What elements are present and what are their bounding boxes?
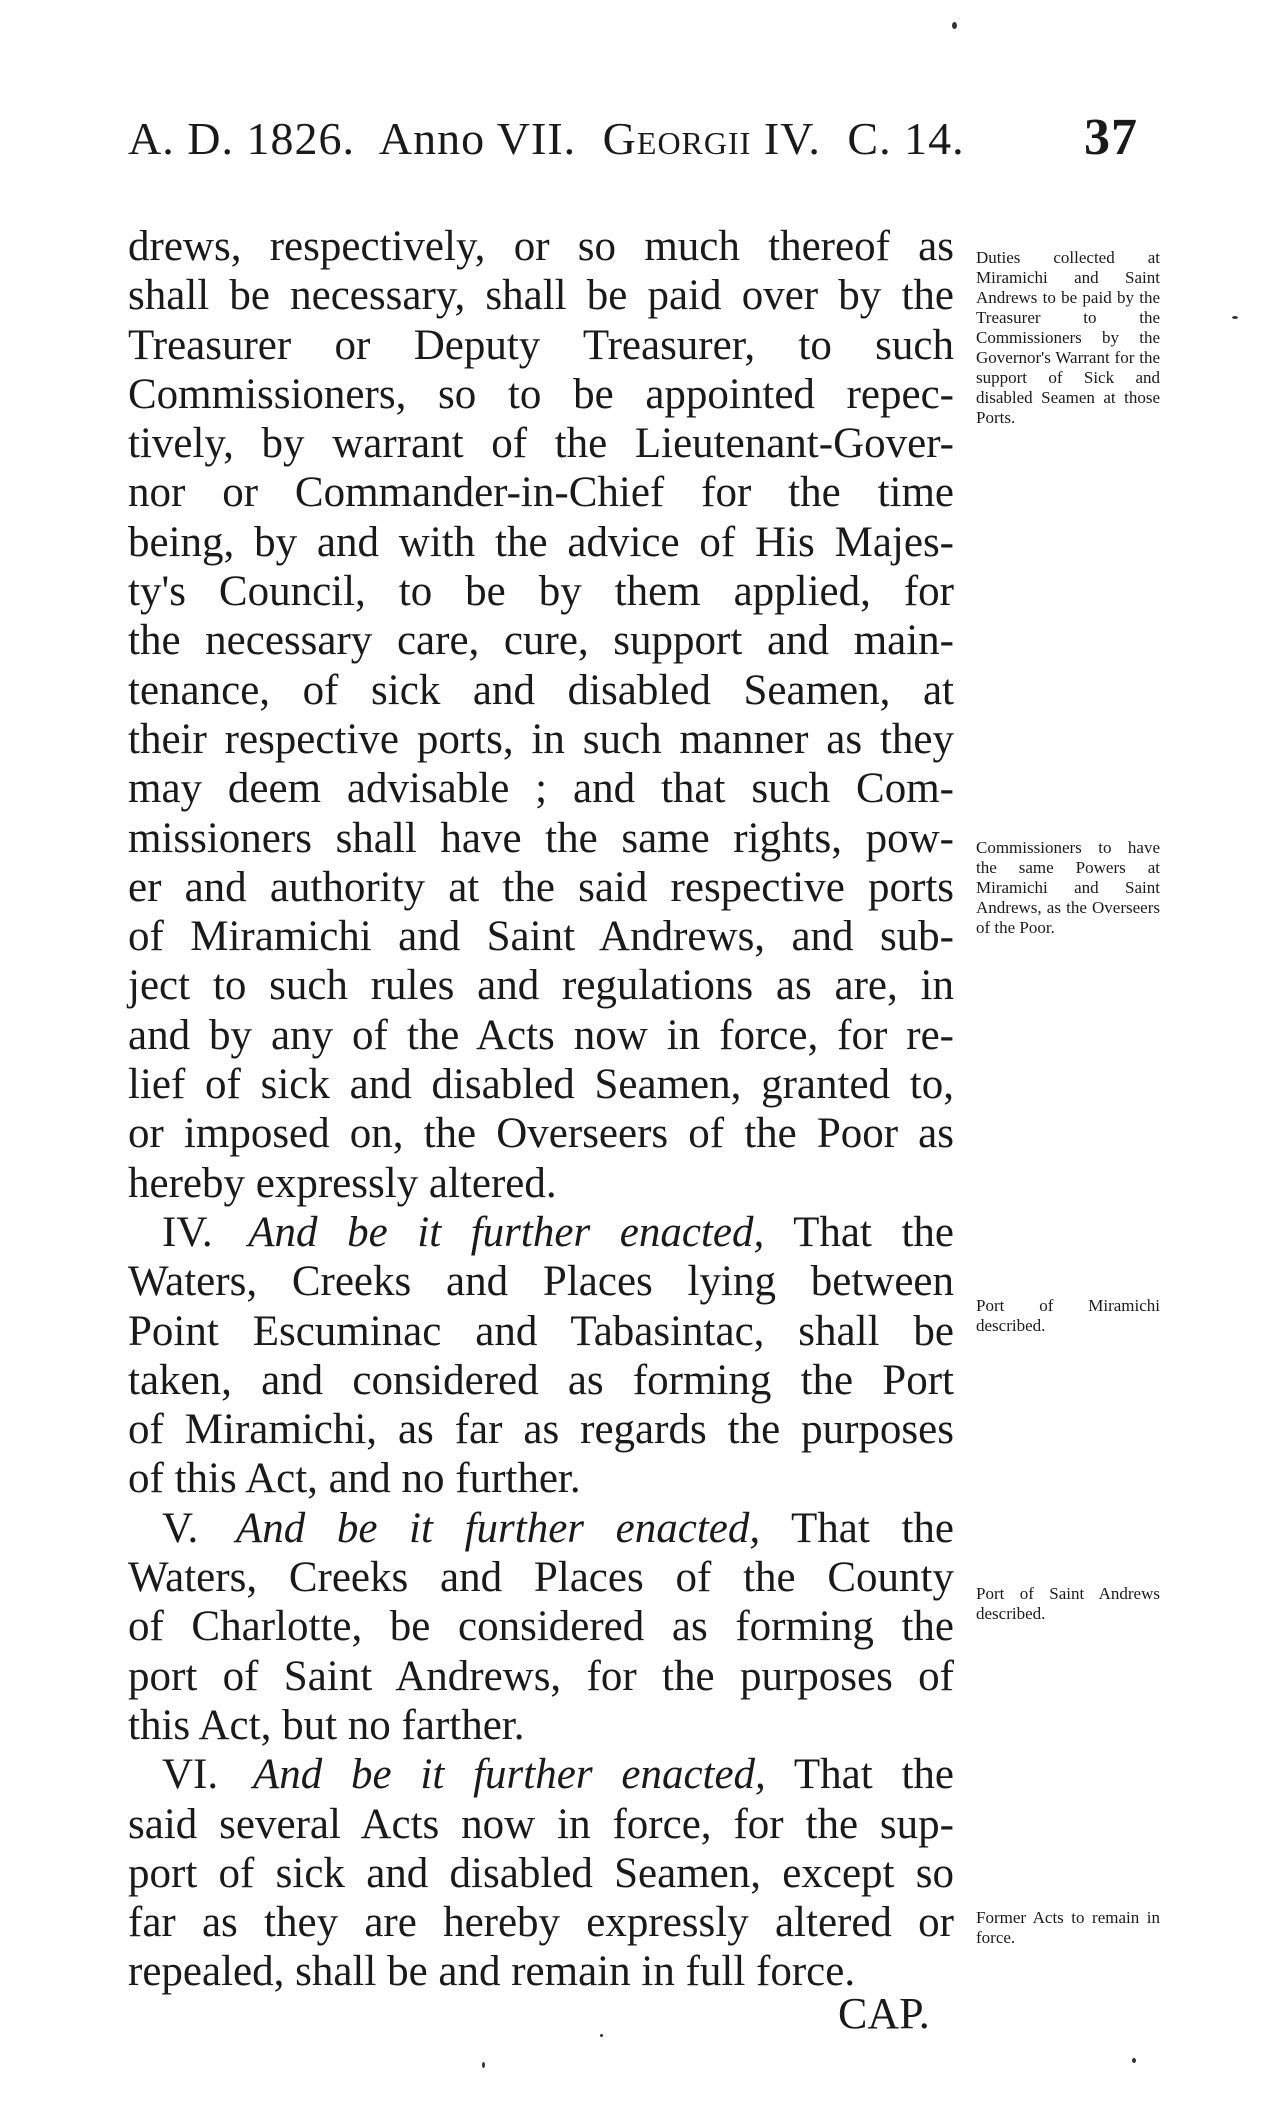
text-line: drews, respectively, or so much thereof as (128, 223, 954, 270)
text-line: this Act, but no farther. (128, 1701, 525, 1749)
margin-note-former-acts: Former Acts to remain in force. (976, 1908, 1160, 1947)
margin-note-duties: Duties collected at Miramichi and Saint Andrews to be paid by the Treasurer to the Commissioners by the Governor's Warrant for the support of Sick and disabled Seamen at those Ports. (976, 248, 1160, 427)
text-line: missioners shall have the same rights, pow- (128, 814, 954, 862)
margin-note-port-miramichi: Port of Miramichi described. (976, 1296, 1160, 1335)
text-line: Point Escuminac and Tabasintac, shall be (128, 1307, 954, 1355)
text-line: the necessary care, cure, support and main- (128, 617, 954, 665)
running-head (128, 109, 1138, 172)
text-line: lief of sick and disabled Seamen, granted to, (128, 1061, 954, 1109)
text-line: or imposed on, the Overseers of the Poor as (128, 1110, 954, 1158)
section-vi-heading (128, 1750, 954, 1799)
text-line: er and authority at the said respective ports (128, 863, 954, 911)
text-line: taken, and considered as forming the Port (128, 1356, 954, 1404)
section-iv-heading (128, 1208, 954, 1257)
running-head-anno: Anno VII. (378, 113, 577, 164)
text-line: their respective ports, in such manner as they (128, 715, 954, 763)
text-fragment: That the (793, 1751, 954, 1799)
text-line: and by any of the Acts now in force, for re- (128, 1011, 954, 1059)
section-v-heading (128, 1504, 954, 1553)
text-line: Waters, Creeks and Places lying between (128, 1258, 954, 1306)
text-line: tenance, of sick and disabled Seamen, at (128, 666, 954, 714)
margin-note-commissioners: Commissioners to have the same Powers at Miramichi and Saint Andrews, as the Overseers of the Poor. (976, 838, 1160, 937)
section-number: VI. (162, 1751, 219, 1799)
text-line: hereby expressly altered. (128, 1159, 557, 1207)
text-line: said several Acts now in force, for the sup- (128, 1800, 954, 1848)
running-head-reign: Georgii IV. (602, 113, 821, 164)
text-line: nor or Commander-in-Chief for the time (128, 469, 954, 517)
text-line: shall be necessary, shall be paid over by the (128, 272, 954, 320)
print-speck (482, 2062, 485, 2068)
running-head-chapter: C. 14. (847, 113, 965, 164)
text-line: far as they are hereby expressly altered or (128, 1899, 954, 1947)
enacting-clause: And be it further enacted, (235, 1504, 761, 1552)
text-line: Commissioners, so to be appointed repec- (128, 370, 954, 418)
text-line: Waters, Creeks and Places of the County (128, 1554, 954, 1602)
print-speck (1132, 2058, 1136, 2063)
print-speck (600, 2034, 603, 2037)
text-line: being, by and with the advice of His Majes- (128, 518, 954, 566)
text-line: of Miramichi and Saint Andrews, and sub- (128, 913, 954, 961)
margin-note-port-saint-andrews: Port of Saint Andrews described. (976, 1584, 1160, 1623)
text-fragment: That the (791, 1504, 954, 1552)
text-line: port of Saint Andrews, for the purposes of (128, 1652, 954, 1700)
section-number: IV. (162, 1208, 213, 1256)
section-number: V. (162, 1504, 199, 1552)
body-text (128, 222, 954, 1997)
text-line: of Miramichi, as far as regards the purposes (128, 1406, 954, 1454)
text-line: Treasurer or Deputy Treasurer, to such (128, 321, 954, 369)
text-line: port of sick and disabled Seamen, except so (128, 1849, 954, 1897)
print-speck (1232, 316, 1238, 319)
print-speck (952, 22, 957, 29)
page-number: 37 (1084, 109, 1138, 166)
running-head-title (128, 112, 979, 165)
text-line: ty's Council, to be by them applied, for (128, 568, 954, 616)
text-line: repealed, shall be and remain in full force. (128, 1948, 856, 1996)
text-line: may deem advisable ; and that such Com- (128, 765, 954, 813)
text-line: tively, by warrant of the Lieutenant-Gover- (128, 420, 954, 468)
catchword: CAP. (838, 1989, 930, 2038)
text-line: of Charlotte, be considered as forming the (128, 1603, 954, 1651)
text-fragment: That the (793, 1208, 954, 1256)
running-head-year: A. D. 1826. (128, 113, 355, 164)
enacting-clause: And be it further enacted, (248, 1208, 765, 1256)
enacting-clause: And be it further enacted, (252, 1751, 766, 1799)
text-line: ject to such rules and regulations as are, in (128, 962, 954, 1010)
text-line: of this Act, and no further. (128, 1455, 581, 1503)
